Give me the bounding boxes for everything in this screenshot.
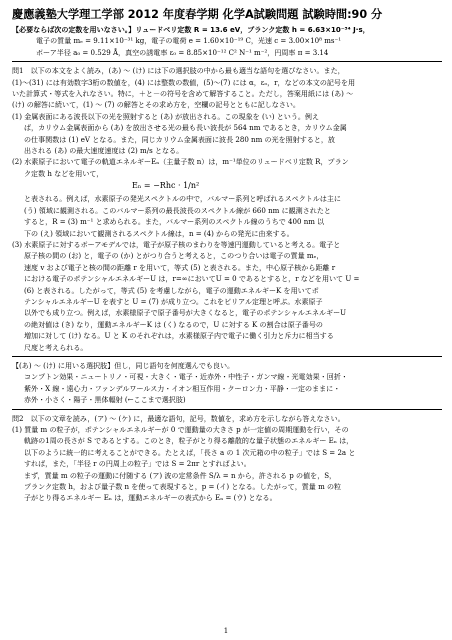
- choices-line-3: 赤外・小さく・陽子・黒体輻射 (←ここまで選択肢): [24, 395, 186, 405]
- q1-part2-line-2: ク定数 h などを用いて，: [24, 168, 104, 178]
- q1-part1-line-3: の仕事関数は (1) eV となる。また，同じカリウム金属表面に波長 280 nm の光を照射すると，放: [24, 134, 335, 144]
- q1-instruction-4: (け) の解答に続いて，(1) 〜 (7) の解答とその求め方を，空欄の記号とともに記しなさい。: [12, 100, 300, 110]
- q2-part1-line-5: まず，質量 m の粒子の運動に付随する (ア) 波の定常条件 S/λ = n から，許される p の値を，S，: [24, 470, 337, 480]
- choices-line-1: コンプトン効果・ニュートリノ・可視・大きく・電子・近赤外・中性子・ガンマ線・光電効果・回折・: [24, 372, 348, 382]
- q1-part3-line-1: (3) 水素原子に対するボーアモデルでは，電子が原子核のまわりを等速円運動していると考える。電子と: [12, 239, 341, 249]
- q1-part2-line-1: (2) 水素原子において電子の軌道エネルギーEₙ（主量子数 n）は，m⁻¹単位のリュードベリ定数 R，プラン: [12, 157, 349, 167]
- q1-part3-line-4: における電子のポテンシャルエネルギーU は，r=∞においてU = 0 であるとすると，r などを用いて U =: [24, 274, 360, 284]
- q2-part1-line-1: (1) 質量 m の粒子が，ポテンシャルエネルギーが 0 で運動量の大きさ p が一定値の周期運動を行い，その: [12, 425, 349, 434]
- q1-instruction-1: 問1 以下の本文をよく読み，(あ) 〜 (け) には下の選択肢の中から最も適当な語句を選びなさい。また，: [12, 66, 345, 76]
- q1-part2-line-5: すると，R = (3) m⁻¹ と求められる。また，バルマー系列のスペクトル線のうちで 400 nm 以: [24, 217, 325, 227]
- page-title: 慶應義塾大学理工学部 2012 年度春学期 化学A試験問題 試験時間:90 分: [12, 8, 383, 21]
- divider: [12, 356, 442, 357]
- q1-part3-line-7: 以外でも成り立つ。例えば，水素様原子で原子番号が大きくなると，電子のポテンシャルエネルギーU: [24, 308, 347, 318]
- q1-part2-line-3: と表される。例えば，水素原子の発光スペクトルの中で，バルマー系列と呼ばれるスペクトルは主に: [24, 194, 341, 204]
- q2-part1-line-3: 以下のように統一的に考えることができる。たとえば，「長さ a の 1 次元箱の中の粒子」では S = 2a と: [24, 447, 356, 457]
- q1-part3-line-5: (6) と表される。したがって，等式 (5) を考慮しながら，電子の運動エネルギーK を用いてポ: [24, 285, 319, 295]
- page-number: 1: [223, 627, 229, 635]
- constants-line-1: 【必要ならば次の定数を用いなさい。】リュードベリ定数 R = 13.6 eV，プランク定数 h = 6.63×10⁻³⁴ J·s，: [12, 25, 370, 34]
- choices-heading: 【(あ) 〜 (け) に用いる選択肢】但し，同じ語句を何度選んでも良い。: [12, 360, 235, 370]
- q1-part3-line-8: の絶対値は (き) なり，運動エネルギーK は (く) なるので，U に対する K の割合は原子番号の: [24, 319, 323, 329]
- q2-part1-line-4: すれば，また，「半径 r の円周上の粒子」では S = 2πr とすればよい。: [24, 459, 251, 469]
- energy-equation: Eₙ = −Rhc · 1/n²: [132, 181, 200, 191]
- divider: [12, 61, 442, 62]
- q1-part3-line-3: 速度 v および電子と核の間の距離 r を用いて，等式 (5) と表される。また，中心原子核から距離 r: [24, 262, 336, 272]
- choices-line-2: 紫外・X 線・遠心力・ファンデルワールス力・イオン相互作用・クーロン力・平静・一定のままに・: [24, 383, 341, 393]
- q2-part1-line-6: プランク定数 h，および量子数 n を使って表現すると，p = (イ) となる。したがって，質量 m の粒: [24, 482, 342, 492]
- divider: [12, 409, 442, 410]
- q1-part3-line-9: 増加に対して (け) なる。U と K のそれぞれは，水素様原子内で電子に働く引力と斥力に相当する: [24, 331, 334, 341]
- q1-part1-line-2: ば，カリウム金属表面から (あ) を放出させる光の最も長い波長が 564 nm であるとき，カリウム金属: [24, 123, 347, 133]
- q2-part1-line-7: 子がとり得るエネルギー Eₙ は，運動エネルギーの表式から Eₙ = (ウ) となる。: [24, 493, 277, 503]
- constants-line-3: ボーア半径 a₀ = 0.529 Å，真空の誘電率 ε₀ = 8.85×10⁻¹² C² N⁻¹ m⁻²，円周率 π = 3.14: [36, 47, 329, 57]
- q1-part3-line-2: 原子核の間の (お) と，電子の (か) とがつり合うと考えると，このつり合いは電子の質量 mₑ，: [24, 251, 324, 261]
- q1-instruction-2: (1)〜(31) には有効数字3桁の数値を，(4) には整数の数値，(5)〜(7) には α，εₒ，r，などの本文の記号を用: [12, 77, 356, 87]
- q1-part2-line-4: (う) 領域に観測される。このバルマー系列の最長波長のスペクトル線が 660 nm に観測されたと: [24, 205, 331, 215]
- q1-instruction-3: いた計算式・等式を入れなさい。特に，＋と－の符号を含めて解答すること。ただし，答案用紙には (あ) 〜: [12, 89, 354, 99]
- q1-part3-line-10: 尺度と考えられる。: [24, 342, 88, 352]
- q1-part1-line-1: (1) 金属表面にある波長以下の光を照射すると (あ) が放出される。この現象を (い) という。例え: [12, 111, 320, 121]
- q2-part1-line-2: 軌跡の1周の長さが S であるとする。このとき，粒子がとり得る離散的な量子状態のエネルギー Eₙ は，: [24, 436, 354, 446]
- q2-instruction: 問2 以下の文章を読み，(ア) 〜 (ケ) に，最適な語句，記号，数値を，求め方を示しながら答えなさい。: [12, 413, 345, 423]
- q1-part3-line-6: テンシャルエネルギーU を表すと U = (7) が成り立つ。これをビリアル定理と呼ぶ。水素原子: [24, 296, 323, 306]
- q1-part2-line-6: 下の (え) 領域において観測されるスペクトル線は，n = (4) からの発光に由来する。: [24, 228, 294, 238]
- constants-line-2: 電子の質量 mₑ = 9.11×10⁻³¹ kg，電子の電荷 e = 1.60×10⁻¹⁹ C，光速 c = 3.00×10⁸ ms⁻¹: [36, 36, 342, 46]
- q1-part1-line-4: 出される (あ) の最大速度速度は (2) m/s となる。: [24, 146, 184, 156]
